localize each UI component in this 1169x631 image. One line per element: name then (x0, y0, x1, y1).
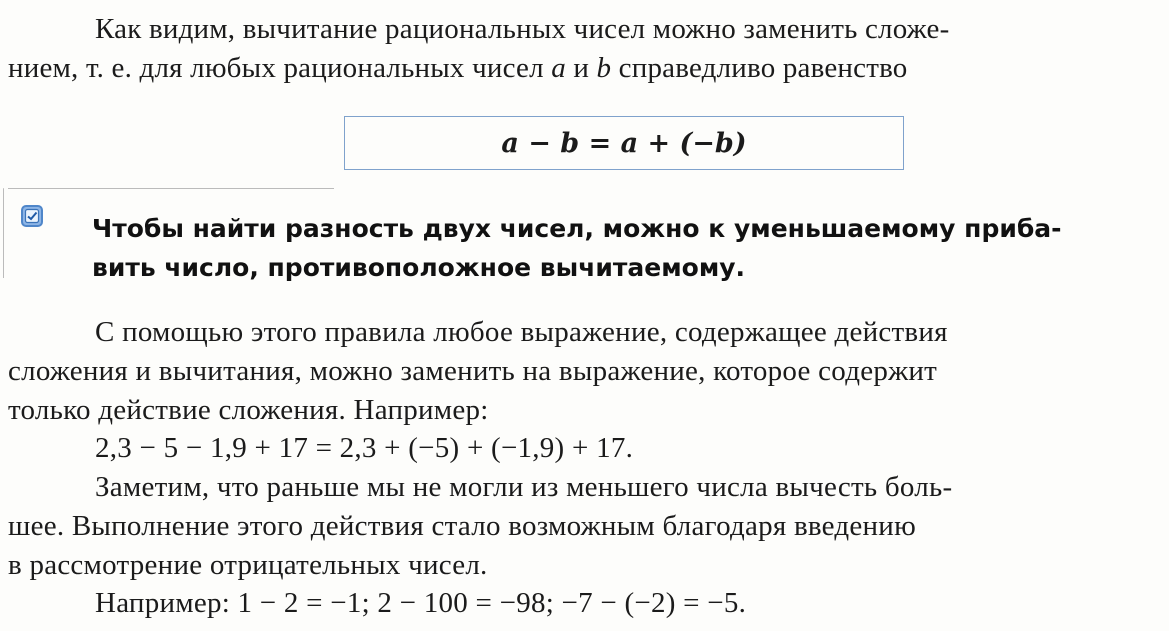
para2-line-2: шее. Выполнение этого действия стало возможным благодаря введению (8, 510, 916, 542)
para2-line-3: в рассмотрение отрицательных чисел. (8, 549, 488, 581)
intro-line-2-text: нием, т. е. для любых рациональных чисел (8, 52, 552, 84)
variable-a: a (551, 52, 566, 84)
intro-line-2-end: справедливо равенство (611, 52, 908, 84)
intro-conjunction: и (565, 52, 597, 84)
para1-line-1: С помощью этого правила любое выражение, содержащее действия (95, 316, 948, 348)
para1-line-2: сложения и вычитания, можно заменить на выражение, которое содержит (8, 355, 938, 387)
rule-line-2: вить число, противоположное вычитаемому. (92, 253, 746, 282)
rule-frame-left (3, 188, 4, 278)
para2-line-1: Заметим, что раньше мы не могли из меньшего числа вычесть боль- (95, 471, 953, 503)
variable-b: b (596, 52, 612, 84)
rule-statement (92, 209, 1160, 287)
checkbox-check-icon (21, 205, 43, 227)
example-expression: 2,3 − 5 − 1,9 + 17 = 2,3 + (−5) + (−1,9) + 17. (95, 432, 634, 464)
rule-line-1: Чтобы найти разность двух чисел, можно к уменьшаемому приба- (92, 214, 1062, 243)
intro-line-1: Как видим, вычитание рациональных чисел можно заменить сложе- (95, 13, 950, 45)
subtraction-formula: a − b = a + (−b) (501, 127, 747, 159)
para2-examples: Например: 1 − 2 = −1; 2 − 100 = −98; −7 − (−2) = −5. (95, 587, 747, 619)
intro-line-2 (8, 52, 907, 85)
para1-line-3: только действие сложения. Например: (8, 394, 489, 426)
formula-box (344, 116, 904, 170)
rule-frame-top (8, 188, 334, 189)
